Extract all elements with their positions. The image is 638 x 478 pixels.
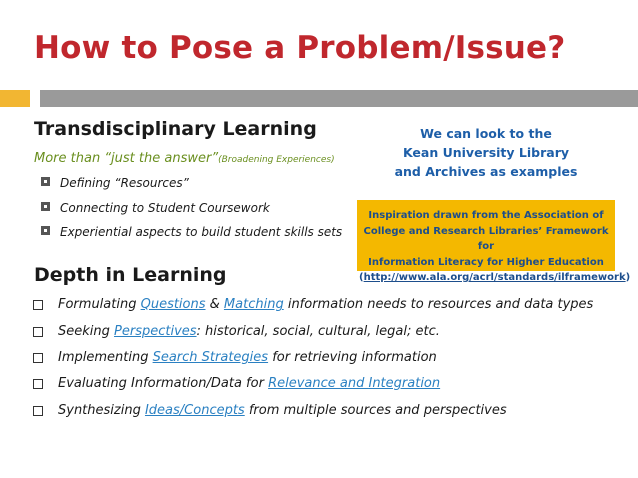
kean-note: We can look to the Kean University Library and Archives as examples bbox=[394, 126, 578, 179]
hollow-square-bullet-icon bbox=[33, 406, 43, 416]
heading-depth-in-learning: Depth in Learning bbox=[34, 264, 227, 286]
accent-bar-gray bbox=[40, 90, 638, 107]
square-bullet-icon bbox=[41, 177, 50, 186]
square-bullet-icon bbox=[41, 202, 50, 211]
link-perspectives[interactable]: Perspectives bbox=[114, 324, 197, 339]
bullet-defining-resources: Defining “Resources” bbox=[60, 176, 189, 190]
square-bullet-icon bbox=[41, 226, 50, 235]
link-relevance-integration[interactable]: Relevance and Integration bbox=[268, 376, 441, 391]
link-matching[interactable]: Matching bbox=[223, 297, 284, 312]
depth-item: Formulating Questions & Matching information needs to resources and data types bbox=[58, 297, 593, 312]
hollow-square-bullet-icon bbox=[33, 327, 43, 337]
depth-item: Synthesizing Ideas/Concepts from multiple sources and perspectives bbox=[58, 403, 507, 418]
bullet-student-coursework: Connecting to Student Coursework bbox=[60, 201, 270, 215]
slide-title: How to Pose a Problem/Issue? bbox=[34, 30, 566, 66]
subheading-broadening: More than “just the answer”(Broadening Experiences) bbox=[34, 151, 335, 166]
depth-item: Seeking Perspectives: historical, social, cultural, legal; etc. bbox=[58, 324, 440, 339]
hollow-square-bullet-icon bbox=[33, 379, 43, 389]
inspiration-box: Inspiration drawn from the Association of College and Research Libraries’ Framework for Information Literacy for Higher Education (http://www.ala.org/acrl/standards/ilframework) bbox=[357, 200, 615, 271]
heading-transdisciplinary: Transdisciplinary Learning bbox=[34, 118, 317, 140]
acrl-framework-link[interactable]: http://www.ala.org/acrl/standards/ilframework bbox=[363, 272, 626, 283]
hollow-square-bullet-icon bbox=[33, 300, 43, 310]
hollow-square-bullet-icon bbox=[33, 353, 43, 363]
link-ideas-concepts[interactable]: Ideas/Concepts bbox=[144, 403, 245, 418]
depth-item: Implementing Search Strategies for retrieving information bbox=[58, 350, 437, 365]
link-search-strategies[interactable]: Search Strategies bbox=[152, 350, 269, 365]
link-questions[interactable]: Questions bbox=[140, 297, 206, 312]
bullet-experiential: Experiential aspects to build student skills sets bbox=[60, 225, 342, 239]
depth-item: Evaluating Information/Data for Relevance and Integration bbox=[58, 376, 440, 391]
accent-bar-yellow bbox=[0, 90, 30, 107]
